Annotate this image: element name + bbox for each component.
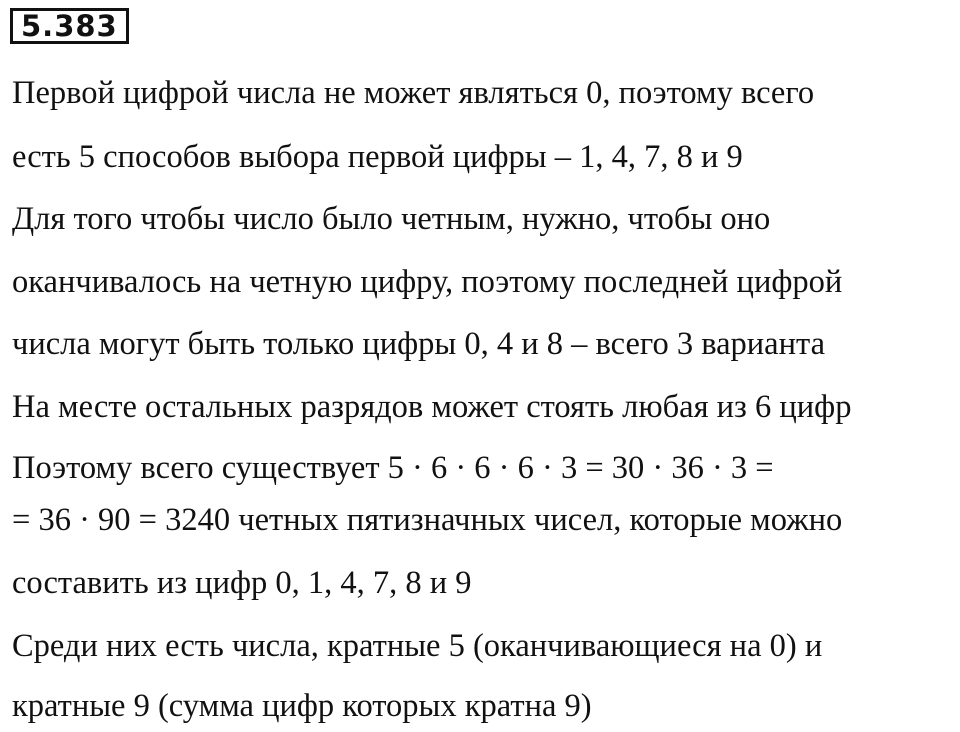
solution-line-2: есть 5 способов выбора первой цифры – 1, 4, 7, 8 и 9: [12, 139, 743, 175]
solution-line-9: составить из цифр 0, 1, 4, 7, 8 и 9: [12, 565, 472, 601]
solution-line-1: Первой цифрой числа не может являться 0, поэтому всего: [12, 75, 815, 111]
solution-line-8: = 36 · 90 = 3240 четных пятизначных чисел, которые можно: [12, 502, 843, 538]
solution-line-11: кратные 9 (сумма цифр которых кратна 9): [12, 688, 592, 724]
solution-line-10: Среди них есть числа, кратные 5 (оканчивающиеся на 0) и: [12, 628, 823, 664]
solution-line-4: оканчивалось на четную цифру, поэтому последней цифрой: [12, 264, 843, 300]
solution-line-6: На месте остальных разрядов может стоять любая из 6 цифр: [12, 389, 852, 425]
solution-line-3: Для того чтобы число было четным, нужно, чтобы оно: [12, 201, 771, 237]
problem-number: 5.383: [21, 9, 118, 43]
problem-number-box: [10, 8, 129, 44]
solution-line-5: числа могут быть только цифры 0, 4 и 8 – всего 3 варианта: [12, 326, 826, 362]
solution-line-7: Поэтому всего существует 5 · 6 · 6 · 6 · 3 = 30 · 36 · 3 =: [12, 450, 774, 486]
